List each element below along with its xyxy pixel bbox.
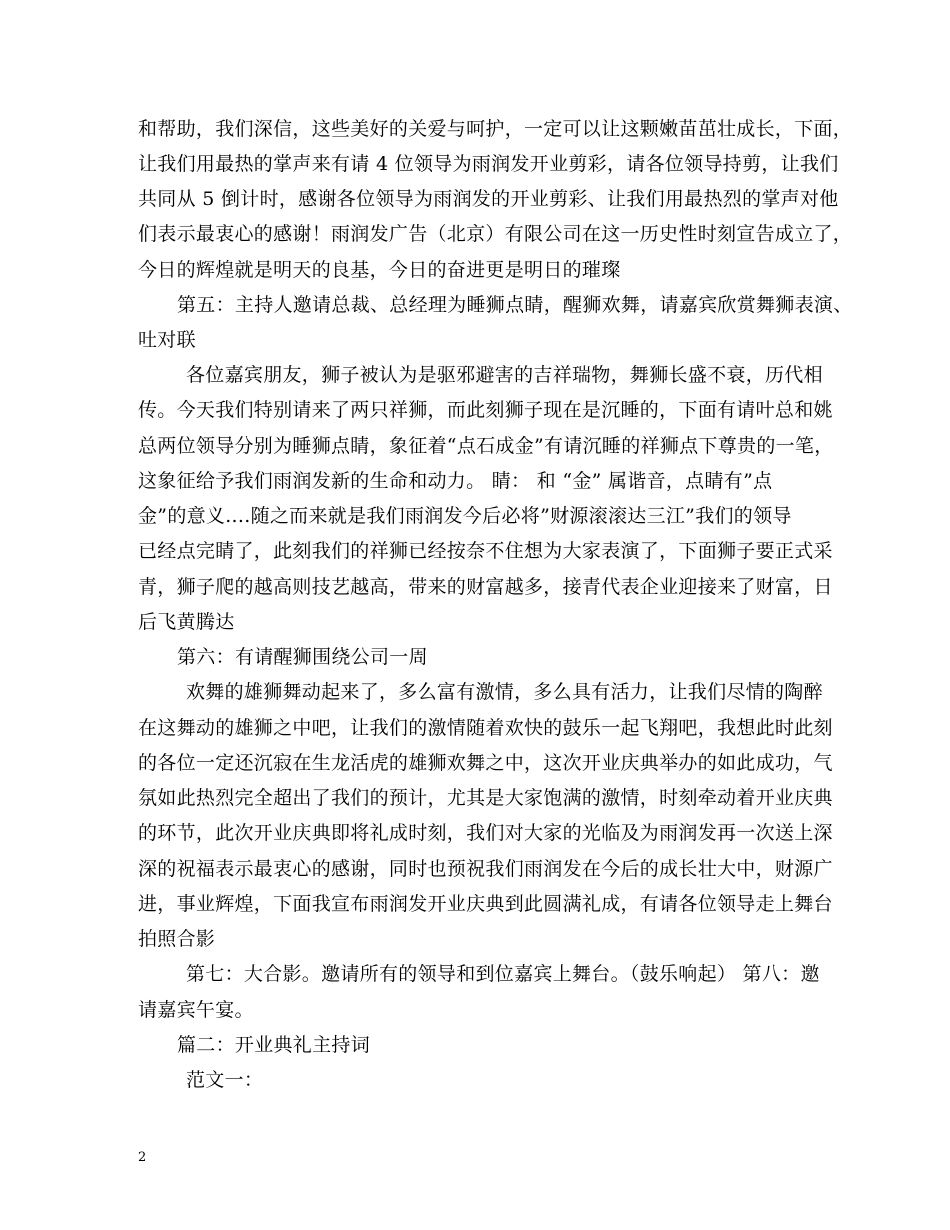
body-line: 已经点完睛了，此刻我们的祥狮已经按奈不住想为大家表演了，下面狮子要正式采 <box>138 540 833 562</box>
body-line: 让我们用最热的掌声来有请 4 位领导为雨润发开业剪彩，请各位领导持剪，让我们 <box>138 153 839 175</box>
body-line: 欢舞的雄狮舞动起来了，多么富有激情，多么具有活力，让我们尽情的陶醉 <box>186 681 823 703</box>
body-line: 各位嘉宾朋友，狮子被认为是驱邪避害的吉祥瑞物，舞狮长盛不衰，历代相 <box>186 364 823 386</box>
body-line: 总两位领导分别为睡狮点睛，象征着“点石成金”有请沉睡的祥狮点下尊贵的一笔， <box>138 435 834 457</box>
body-line: 青，狮子爬的越高则技艺越高，带来的财富越多，接青代表企业迎接来了财富，日 <box>138 576 833 598</box>
body-line: 后飞黄腾达 <box>138 611 235 633</box>
body-line: 的环节，此次开业庆典即将礼成时刻，我们对大家的光临及为雨润发再一次送上深 <box>138 822 833 844</box>
page-number: 2 <box>138 1150 147 1165</box>
body-line: 今日的辉煌就是明天的良基，今日的奋进更是明日的璀璨 <box>138 259 621 281</box>
body-line: 这象征给予我们雨润发新的生命和动力。 睛： 和 “金” 属谐音，点睛有”点 <box>138 470 773 492</box>
body-line: 金”的意义....随之而来就是我们雨润发今后必将”财源滚滚达三江”我们的领导 <box>138 505 792 527</box>
body-line: 在这舞动的雄狮之中吧，让我们的激情随着欢快的鼓乐一起飞翔吧，我想此时此刻 <box>138 717 833 739</box>
section-heading-5: 第五：主持人邀请总裁、总经理为睡狮点睛，醒狮欢舞，请嘉宾欣赏舞狮表演、 <box>177 294 853 316</box>
section-heading-6: 第六：有请醒狮围绕公司一周 <box>177 646 428 668</box>
body-line: 们表示最衷心的感谢！雨润发广告（北京）有限公司在这一历史性时刻宣告成立了， <box>138 223 853 245</box>
subheading: 范文一： <box>186 1069 264 1091</box>
body-line: 共同从 5 倒计时，感谢各位领导为雨润发的开业剪彩、让我们用最热烈的掌声对他 <box>138 188 839 210</box>
body-line: 吐对联 <box>138 329 196 351</box>
section-heading-7: 第七：大合影。邀请所有的领导和到位嘉宾上舞台。（鼓乐响起） 第八：邀 <box>186 963 820 985</box>
body-line: 请嘉宾午宴。 <box>138 999 254 1021</box>
body-line: 传。今天我们特别请来了两只祥狮，而此刻狮子现在是沉睡的，下面有请叶总和姚 <box>138 399 833 421</box>
body-line: 拍照合影 <box>138 928 216 950</box>
chapter-heading: 篇二：开业典礼主持词 <box>177 1034 371 1056</box>
body-line: 深的祝福表示最衷心的感谢，同时也预祝我们雨润发在今后的成长壮大中，财源广 <box>138 858 833 880</box>
body-line: 的各位一定还沉寂在生龙活虎的雄狮欢舞之中，这次开业庆典举办的如此成功，气 <box>138 752 833 774</box>
body-line: 氛如此热烈完全超出了我们的预计，尤其是大家饱满的激情，时刻牵动着开业庆典 <box>138 787 833 809</box>
body-line: 进，事业辉煌，下面我宣布雨润发开业庆典到此圆满礼成，有请各位领导走上舞台 <box>138 893 833 915</box>
body-line: 和帮助，我们深信，这些美好的关爱与呵护，一定可以让这颗嫩苗茁壮成长，下面， <box>138 118 853 140</box>
